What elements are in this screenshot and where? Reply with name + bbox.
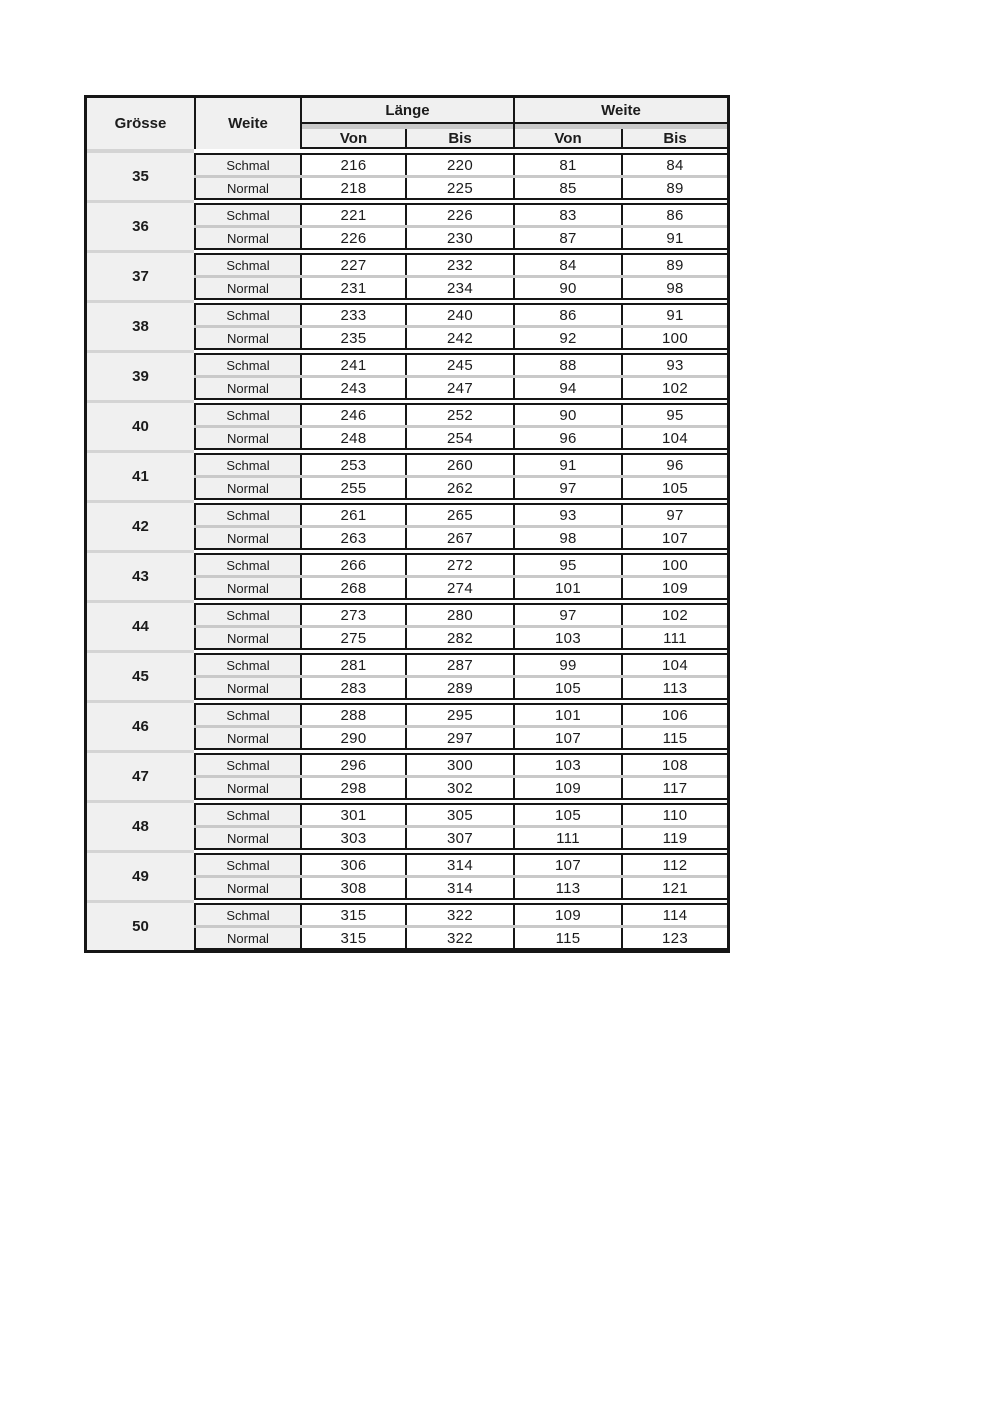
laenge-bis-cell: 295 [405, 703, 513, 725]
header-groesse: Grösse [87, 98, 194, 149]
weite-bis-cell: 117 [621, 778, 727, 800]
fit-label: Schmal [194, 803, 300, 825]
weite-bis-cell: 95 [621, 403, 727, 425]
size-cell: 50 [87, 903, 194, 950]
weite-bis-cell: 121 [621, 878, 727, 900]
fit-label: Schmal [194, 153, 300, 175]
weite-bis-cell: 113 [621, 678, 727, 700]
fit-label: Normal [194, 678, 300, 700]
laenge-bis-cell: 254 [405, 428, 513, 450]
size-cell: 44 [87, 603, 194, 650]
fit-label: Normal [194, 528, 300, 550]
weite-von-cell: 105 [513, 803, 621, 825]
size-cell: 48 [87, 803, 194, 850]
weite-bis-cell: 105 [621, 478, 727, 500]
weite-bis-cell: 89 [621, 178, 727, 200]
laenge-von-cell: 246 [300, 403, 405, 425]
fit-label: Normal [194, 378, 300, 400]
laenge-bis-cell: 245 [405, 353, 513, 375]
weite-bis-cell: 114 [621, 903, 727, 925]
weite-bis-cell: 111 [621, 628, 727, 650]
laenge-bis-cell: 307 [405, 828, 513, 850]
weite-von-cell: 101 [513, 578, 621, 600]
laenge-von-cell: 266 [300, 553, 405, 575]
weite-von-cell: 90 [513, 403, 621, 425]
laenge-bis-cell: 272 [405, 553, 513, 575]
fit-label: Normal [194, 878, 300, 900]
weite-von-cell: 101 [513, 703, 621, 725]
laenge-bis-cell: 232 [405, 253, 513, 275]
fit-label: Schmal [194, 753, 300, 775]
fit-label: Normal [194, 578, 300, 600]
weite-von-cell: 105 [513, 678, 621, 700]
laenge-bis-cell: 226 [405, 203, 513, 225]
weite-von-cell: 98 [513, 528, 621, 550]
laenge-bis-cell: 314 [405, 878, 513, 900]
laenge-bis-cell: 234 [405, 278, 513, 300]
weite-bis-cell: 100 [621, 328, 727, 350]
weite-bis-cell: 97 [621, 503, 727, 525]
weite-von-cell: 111 [513, 828, 621, 850]
fit-label: Normal [194, 278, 300, 300]
weite-von-cell: 115 [513, 928, 621, 950]
laenge-bis-cell: 274 [405, 578, 513, 600]
laenge-von-cell: 290 [300, 728, 405, 750]
fit-label: Normal [194, 828, 300, 850]
weite-bis-cell: 106 [621, 703, 727, 725]
weite-von-cell: 107 [513, 728, 621, 750]
fit-label: Schmal [194, 703, 300, 725]
laenge-bis-cell: 252 [405, 403, 513, 425]
size-cell: 40 [87, 403, 194, 450]
weite-von-cell: 99 [513, 653, 621, 675]
fit-label: Schmal [194, 203, 300, 225]
fit-label: Schmal [194, 403, 300, 425]
size-cell: 46 [87, 703, 194, 750]
weite-von-cell: 92 [513, 328, 621, 350]
weite-von-cell: 103 [513, 753, 621, 775]
size-cell: 36 [87, 203, 194, 250]
laenge-von-cell: 243 [300, 378, 405, 400]
header-weite-bis: Bis [621, 129, 727, 149]
laenge-von-cell: 268 [300, 578, 405, 600]
fit-label: Normal [194, 728, 300, 750]
laenge-von-cell: 288 [300, 703, 405, 725]
laenge-bis-cell: 300 [405, 753, 513, 775]
weite-bis-cell: 108 [621, 753, 727, 775]
laenge-bis-cell: 297 [405, 728, 513, 750]
laenge-bis-cell: 314 [405, 853, 513, 875]
size-cell: 35 [87, 153, 194, 200]
size-cell: 49 [87, 853, 194, 900]
laenge-bis-cell: 260 [405, 453, 513, 475]
laenge-bis-cell: 287 [405, 653, 513, 675]
laenge-von-cell: 241 [300, 353, 405, 375]
weite-von-cell: 103 [513, 628, 621, 650]
laenge-bis-cell: 262 [405, 478, 513, 500]
laenge-bis-cell: 280 [405, 603, 513, 625]
size-cell: 47 [87, 753, 194, 800]
size-cell: 45 [87, 653, 194, 700]
weite-bis-cell: 110 [621, 803, 727, 825]
header-weite-von: Von [513, 129, 621, 149]
laenge-bis-cell: 240 [405, 303, 513, 325]
weite-von-cell: 86 [513, 303, 621, 325]
laenge-bis-cell: 242 [405, 328, 513, 350]
weite-bis-cell: 86 [621, 203, 727, 225]
weite-von-cell: 84 [513, 253, 621, 275]
weite-von-cell: 97 [513, 478, 621, 500]
laenge-bis-cell: 282 [405, 628, 513, 650]
laenge-von-cell: 315 [300, 928, 405, 950]
header-weite-column: Weite [194, 98, 300, 149]
fit-label: Normal [194, 778, 300, 800]
weite-bis-cell: 123 [621, 928, 727, 950]
weite-bis-cell: 102 [621, 378, 727, 400]
fit-label: Schmal [194, 853, 300, 875]
laenge-von-cell: 315 [300, 903, 405, 925]
fit-label: Normal [194, 428, 300, 450]
laenge-bis-cell: 289 [405, 678, 513, 700]
fit-label: Normal [194, 328, 300, 350]
fit-label: Schmal [194, 653, 300, 675]
laenge-von-cell: 261 [300, 503, 405, 525]
fit-label: Schmal [194, 303, 300, 325]
weite-bis-cell: 115 [621, 728, 727, 750]
size-table [84, 95, 730, 953]
header-weite-group: Weite [513, 98, 727, 124]
fit-label: Schmal [194, 503, 300, 525]
laenge-von-cell: 301 [300, 803, 405, 825]
weite-bis-cell: 91 [621, 303, 727, 325]
size-cell: 39 [87, 353, 194, 400]
laenge-bis-cell: 265 [405, 503, 513, 525]
laenge-bis-cell: 322 [405, 928, 513, 950]
laenge-von-cell: 255 [300, 478, 405, 500]
laenge-von-cell: 296 [300, 753, 405, 775]
weite-von-cell: 93 [513, 503, 621, 525]
weite-von-cell: 81 [513, 153, 621, 175]
laenge-von-cell: 275 [300, 628, 405, 650]
weite-bis-cell: 107 [621, 528, 727, 550]
header-laenge-group: Länge [300, 98, 513, 124]
header-laenge-bis: Bis [405, 129, 513, 149]
laenge-bis-cell: 225 [405, 178, 513, 200]
weite-von-cell: 85 [513, 178, 621, 200]
weite-bis-cell: 89 [621, 253, 727, 275]
fit-label: Schmal [194, 353, 300, 375]
weite-bis-cell: 84 [621, 153, 727, 175]
fit-label: Schmal [194, 603, 300, 625]
laenge-von-cell: 235 [300, 328, 405, 350]
laenge-von-cell: 281 [300, 653, 405, 675]
fit-label: Normal [194, 228, 300, 250]
fit-label: Schmal [194, 903, 300, 925]
weite-von-cell: 109 [513, 903, 621, 925]
laenge-von-cell: 218 [300, 178, 405, 200]
laenge-von-cell: 227 [300, 253, 405, 275]
laenge-bis-cell: 220 [405, 153, 513, 175]
weite-von-cell: 91 [513, 453, 621, 475]
weite-bis-cell: 104 [621, 428, 727, 450]
size-cell: 43 [87, 553, 194, 600]
fit-label: Normal [194, 928, 300, 950]
size-cell: 37 [87, 253, 194, 300]
weite-von-cell: 113 [513, 878, 621, 900]
header-laenge-von: Von [300, 129, 405, 149]
weite-bis-cell: 119 [621, 828, 727, 850]
laenge-von-cell: 216 [300, 153, 405, 175]
fit-label: Schmal [194, 553, 300, 575]
size-cell: 41 [87, 453, 194, 500]
weite-bis-cell: 104 [621, 653, 727, 675]
laenge-von-cell: 273 [300, 603, 405, 625]
laenge-von-cell: 303 [300, 828, 405, 850]
weite-bis-cell: 93 [621, 353, 727, 375]
size-cell: 42 [87, 503, 194, 550]
weite-bis-cell: 98 [621, 278, 727, 300]
weite-bis-cell: 100 [621, 553, 727, 575]
laenge-von-cell: 233 [300, 303, 405, 325]
weite-von-cell: 83 [513, 203, 621, 225]
weite-von-cell: 94 [513, 378, 621, 400]
fit-label: Normal [194, 178, 300, 200]
weite-bis-cell: 91 [621, 228, 727, 250]
laenge-bis-cell: 302 [405, 778, 513, 800]
fit-label: Schmal [194, 253, 300, 275]
weite-von-cell: 90 [513, 278, 621, 300]
weite-von-cell: 96 [513, 428, 621, 450]
weite-bis-cell: 112 [621, 853, 727, 875]
fit-label: Normal [194, 628, 300, 650]
fit-label: Schmal [194, 453, 300, 475]
weite-bis-cell: 96 [621, 453, 727, 475]
laenge-von-cell: 263 [300, 528, 405, 550]
laenge-von-cell: 253 [300, 453, 405, 475]
weite-bis-cell: 102 [621, 603, 727, 625]
laenge-bis-cell: 230 [405, 228, 513, 250]
weite-von-cell: 97 [513, 603, 621, 625]
laenge-von-cell: 221 [300, 203, 405, 225]
laenge-bis-cell: 247 [405, 378, 513, 400]
laenge-von-cell: 308 [300, 878, 405, 900]
weite-von-cell: 109 [513, 778, 621, 800]
weite-bis-cell: 109 [621, 578, 727, 600]
laenge-von-cell: 226 [300, 228, 405, 250]
laenge-bis-cell: 305 [405, 803, 513, 825]
laenge-bis-cell: 322 [405, 903, 513, 925]
weite-von-cell: 88 [513, 353, 621, 375]
laenge-bis-cell: 267 [405, 528, 513, 550]
laenge-von-cell: 298 [300, 778, 405, 800]
size-cell: 38 [87, 303, 194, 350]
weite-von-cell: 107 [513, 853, 621, 875]
weite-von-cell: 95 [513, 553, 621, 575]
laenge-von-cell: 248 [300, 428, 405, 450]
weite-von-cell: 87 [513, 228, 621, 250]
laenge-von-cell: 231 [300, 278, 405, 300]
fit-label: Normal [194, 478, 300, 500]
laenge-von-cell: 306 [300, 853, 405, 875]
laenge-von-cell: 283 [300, 678, 405, 700]
